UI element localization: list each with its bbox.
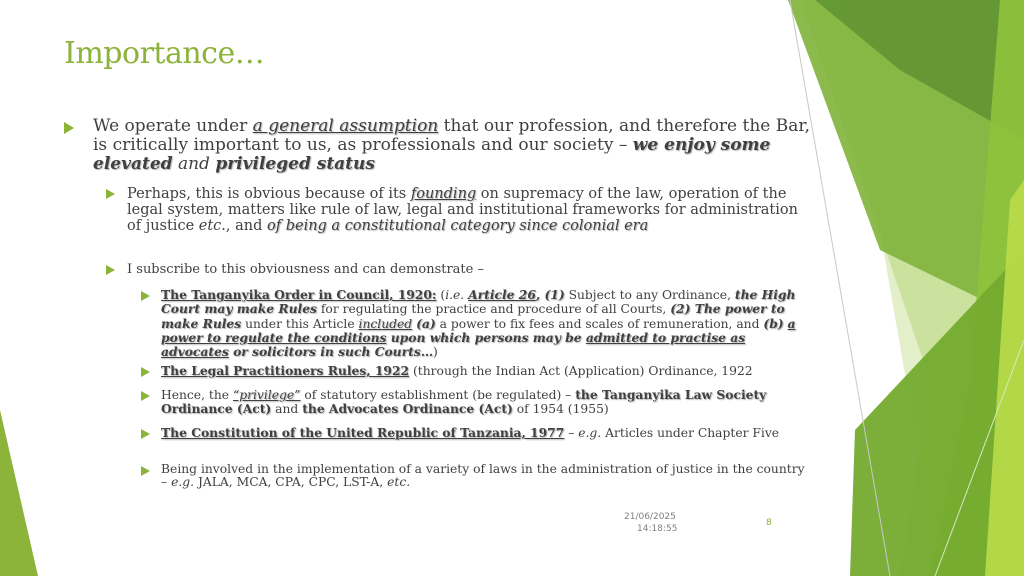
text-segment: (a) xyxy=(416,315,436,331)
text-segment: of 1954 (1955) xyxy=(512,402,609,417)
text-segment: – xyxy=(564,426,579,440)
text-segment: We operate under xyxy=(93,116,253,136)
text-segment: ., and xyxy=(221,218,267,234)
text-segment: The Legal Practitioners Rules, 1922 xyxy=(161,363,410,378)
bullet-statutory-privilege xyxy=(161,388,811,417)
text-segment: a power to regulate the conditions xyxy=(161,315,796,345)
bullet-arrow-icon xyxy=(141,367,150,377)
text-segment: and xyxy=(172,154,216,174)
bullet-subscribe xyxy=(127,262,807,278)
text-segment: The Constitution of the United Republic of Tanzania, 1977 xyxy=(161,425,565,440)
text-segment: founding xyxy=(410,186,477,202)
text-segment: The Tanganyika Order in Council, 1920: xyxy=(161,287,437,302)
bullet-arrow-icon xyxy=(141,391,150,401)
text-segment: (through the Indian Act (Application) Ordinance, 1922 xyxy=(409,364,753,378)
bullet-order-in-council xyxy=(161,288,811,359)
text-segment: (b) xyxy=(763,315,784,331)
text-segment: I subscribe to this obviousness and can demonstrate – xyxy=(127,262,484,277)
footer-date: 21/06/2025 xyxy=(624,512,676,522)
text-segment: a power to fix fees and scales of remuneration, and xyxy=(435,316,764,331)
text-segment: for regulating the practice and procedure of all Courts, xyxy=(316,302,671,317)
text-segment: JALA, MCA, CPA, CPC, LST-A, xyxy=(194,475,388,490)
bullet-constitution xyxy=(161,426,811,440)
text-segment: we enjoy some elevated xyxy=(93,135,771,174)
text-segment: or solicitors in such Courts… xyxy=(228,344,434,360)
text-segment: admitted to practise as advocates xyxy=(161,329,746,360)
bullet-arrow-icon xyxy=(141,429,150,439)
text-segment: ) xyxy=(433,345,438,360)
text-segment: Articles under Chapter Five xyxy=(601,426,780,440)
bullet-implementation-of-laws xyxy=(161,463,811,490)
bullet-arrow-icon xyxy=(64,122,74,134)
text-segment: “privilege” xyxy=(232,388,301,402)
text-segment: that our profession, and therefore the Bar, is critically important to us, as professionals and our society – xyxy=(93,116,811,155)
text-segment: under this Article xyxy=(241,316,359,331)
text-segment: Article 26 xyxy=(468,287,536,302)
text-segment: on supremacy of the law, operation of the legal system, matters like rule of law, legal and institutional frameworks for administration of justice xyxy=(127,186,798,234)
text-segment: etc. xyxy=(387,475,411,490)
bullet-arrow-icon xyxy=(141,466,150,476)
text-segment: the Advocates Ordinance (Act) xyxy=(302,401,513,417)
text-segment: of statutory establishment (be regulated) – xyxy=(300,388,576,402)
bullet-arrow-icon xyxy=(106,189,115,199)
text-segment: etc xyxy=(198,218,222,234)
text-segment: the High Court may make Rules xyxy=(161,287,796,317)
text-segment: upon which persons may be xyxy=(386,329,586,345)
text-segment: (2) The power to make Rules xyxy=(161,301,785,331)
text-segment: Perhaps, this is obvious because of its xyxy=(127,186,411,202)
text-segment: , (1) xyxy=(535,287,565,302)
text-segment: e.g. xyxy=(171,475,195,490)
text-segment: e.g. xyxy=(578,426,602,440)
text-segment: the Tanganyika Law Society Ordinance (Act) xyxy=(161,387,767,417)
bullet-arrow-icon xyxy=(141,291,150,301)
text-segment: Being involved in the implementation of a variety of laws in the administration of justice in the country – xyxy=(161,462,805,490)
text-segment: of being a constitutional category since colonial era xyxy=(267,218,649,234)
facet-left-bottom xyxy=(0,410,38,576)
slide-number: 8 xyxy=(766,518,772,528)
text-segment: i.e. xyxy=(445,288,465,302)
slide-title: Importance… xyxy=(64,36,265,71)
bullet-founding xyxy=(127,186,807,234)
text-segment: ( xyxy=(436,288,446,302)
bullet-general-assumption xyxy=(93,117,813,174)
footer-time: 14:18:55 xyxy=(637,524,678,534)
text-segment: and xyxy=(271,402,303,417)
text-segment: a general assumption xyxy=(252,116,439,136)
text-segment: included xyxy=(358,316,413,331)
bullet-legal-practitioners-rules xyxy=(161,364,811,378)
text-segment: Hence, the xyxy=(161,388,233,402)
bullet-arrow-icon xyxy=(106,265,115,275)
text-segment: privileged status xyxy=(215,154,375,174)
text-segment: Subject to any Ordinance, xyxy=(564,288,735,302)
